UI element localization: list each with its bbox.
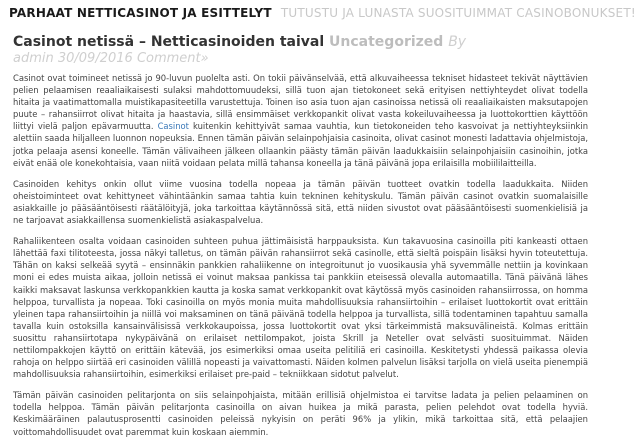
site-title-link[interactable]: PARHAAT NETTICASINOT JA ESITTELYT: [9, 6, 272, 20]
paragraph-text: Rahaliikenteen osalta voidaan casinoiden suhteen puhua jättimäisistä harppauksista. Kun takavuosina casinoilla piti kankeasti ottaen lähettää faxi tilitoteesta, jossa näkyi talletus, on tämän päivän rahansiirrot sekä casinolle, että sieltä poispäin lisäksi hyvin toteutettuja. Tähän on kaksi selkeää syytä – ensinnäkin pankkien rahaliikenne on integroitunut jo vuosikausia yhä syvemmälle nettiin ja kovinkaan moni ei edes muista aikaa, jolloin netissä ei voinut maksaa pankissa tai pankkiin eteisessä olevalla automaatilla. Tänä päivänä lähes kaikki maksavat laskunsa verkkopankkien kautta ja koska samat verkkopankit ovat käytössä myös casinoiden rahansiirrossa, on homma helppoa, turvallista ja nopeaa. Toki casinoilla on myös monia muita mahdollisuuksia rahansiirtoihin – erilaiset luottokortit ovat erittäin yleinen tapa rahansiirtoihin ja niillä voi maksaminen on tänä päivänä todella helppoa ja turvallista, sillä todentaminen tapahtuu samalla tavalla kuin ostoksilla kansainvälisissä verkkokaupoissa, jossa luottokortit ovat yksi tärkeimmistä maksuvälineistä. Kolmas erittäin suosittu rahansiirtotapa nykypäivänä on erilaiset nettilompakot, joista Skrill ja Neteller ovat selvästi suosituimmat. Näiden nettilompakkojen käyttö on erittäin kätevää, jos esimerkiksi omaa useita pelitiliä eri casinoilla. Keskitetysti yhdessä paikassa olevia rahoja on helppo siirtää eri casinoiden välillä nopeasti ja vaivattomasti. Näiden kolmen palvelun lisäksi tarjolla on vielä useita pienempiä mahdollisuuksia rahansiirtoihin, esimerkiksi erilaiset pre-paid – tekniikkaan sidotut palvelut.: [13, 236, 588, 380]
post-category-link[interactable]: Uncategorized: [329, 34, 444, 50]
post-body: [13, 72, 588, 438]
post-author-date: admin 30/09/2016: [13, 51, 133, 66]
post-by-label: By: [448, 34, 467, 50]
site-tagline: TUTUSTU JA LUNASTA SUOSITUIMMAT CASINOBONUKSET!: [280, 6, 636, 20]
post-paragraph-3: [13, 235, 588, 380]
paragraph-text: Tämän päivän casinoiden pelitarjonta on siis selainpohjaista, mitään erillisiä ohjelmistoa ei tarvitse ladata ja pelien pelaaminen on todella helppoa. Tämän päivän pelitarjonta casinoilla on aivan huikea ja mikä parasta, pelien pelehdot ovat todella hyviä. Keskimääräinen palautusprosentti casinoiden peleissä nykyisin on peräti 96% ja ylikin, mikä tarkoittaa sitä, että pelaajien voittomahdollisuudet ovat paremmat kuin koskaan aiemmin.: [13, 390, 588, 437]
paragraph-text: Casinot ovat toimineet netissä jo 90-luvun puolelta asti. On tokii päivänselvää, että alkuvaiheessa tekniset hidasteet tekivät näyttävien pelien pelaamisen reaaliaikaisesti sulaksi mahdottomuudeksi, sillä tuon ajan tietokoneet sekä erityisen nettiyhteydet olivat todella hitaita ja vaatimattomalla muistikapasiteetilla varustettuja. Toinen iso asia tuon ajan casinoissa netissä oli reaaliaikaisten maksutapojen puute – rahansiirrot olivat hitaita ja haastavia, sillä ensimmäiset verkkopankit olivat vasta kokeiluvaiheessa ja luottokorttien käyttöön liittyi vielä paljon epävarmuutta.: [13, 73, 588, 132]
post-paragraph-4: [13, 389, 588, 437]
post-paragraph-1: [13, 72, 588, 169]
post-meta: [13, 51, 588, 66]
paragraph-text: Casinoiden kehitys onkin ollut viime vuosina todella nopeaa ja tämän päivän tuotteet ovatkin todella laadukkaita. Niiden oheistoiminteet ovat kehittyneet vähintäänkin samaa tahtia kuin tekninen kehityskulu. Tämän päivän casinot ovatkin suomalaisille asiakkaille jo pääsääntöisesti räätälöityjä, joka tarkoittaa käytännössä sitä, että niiden sivustot ovat pääsääntöisesti suomenkielisiä ja ne tarjoavat asiakkaillensa suomenkielistä asiakaspalvelua.: [13, 178, 588, 226]
post-article: [13, 34, 588, 447]
post-title[interactable]: Casinot netissä – Netticasinoiden taival: [13, 34, 325, 50]
site-header: [9, 2, 636, 21]
post-comment-link[interactable]: Comment»: [136, 51, 209, 66]
post-paragraph-2: [13, 178, 588, 226]
post-heading: [13, 34, 588, 51]
casinot-inline-link[interactable]: Casinot: [157, 121, 189, 132]
paragraph-text: kuitenkin kehittyivät samaa vauhtia, kun tietokoneiden teho kasvoivat ja nettiyhteyksiinkin alettiin saada hiljalleen luonnon nopeuksia. Ennen tämän päivän selainpohjaisia casinoita, olivat casinot monesti ladattavia ohjelmistoja, jotka pelaaja asensi koneelle. Tämän välivaiheen jälkeen ollaankin päästy tämän päivän laadukkaisiin selainpohjaisiin casinoihin, jotka eivät enää ole konekohtaisia, vaan niitä voidaan pelata millä tahansa koneella ja tänä päivänä jopa erilaisilla mobiililaitteilla.: [13, 121, 589, 168]
